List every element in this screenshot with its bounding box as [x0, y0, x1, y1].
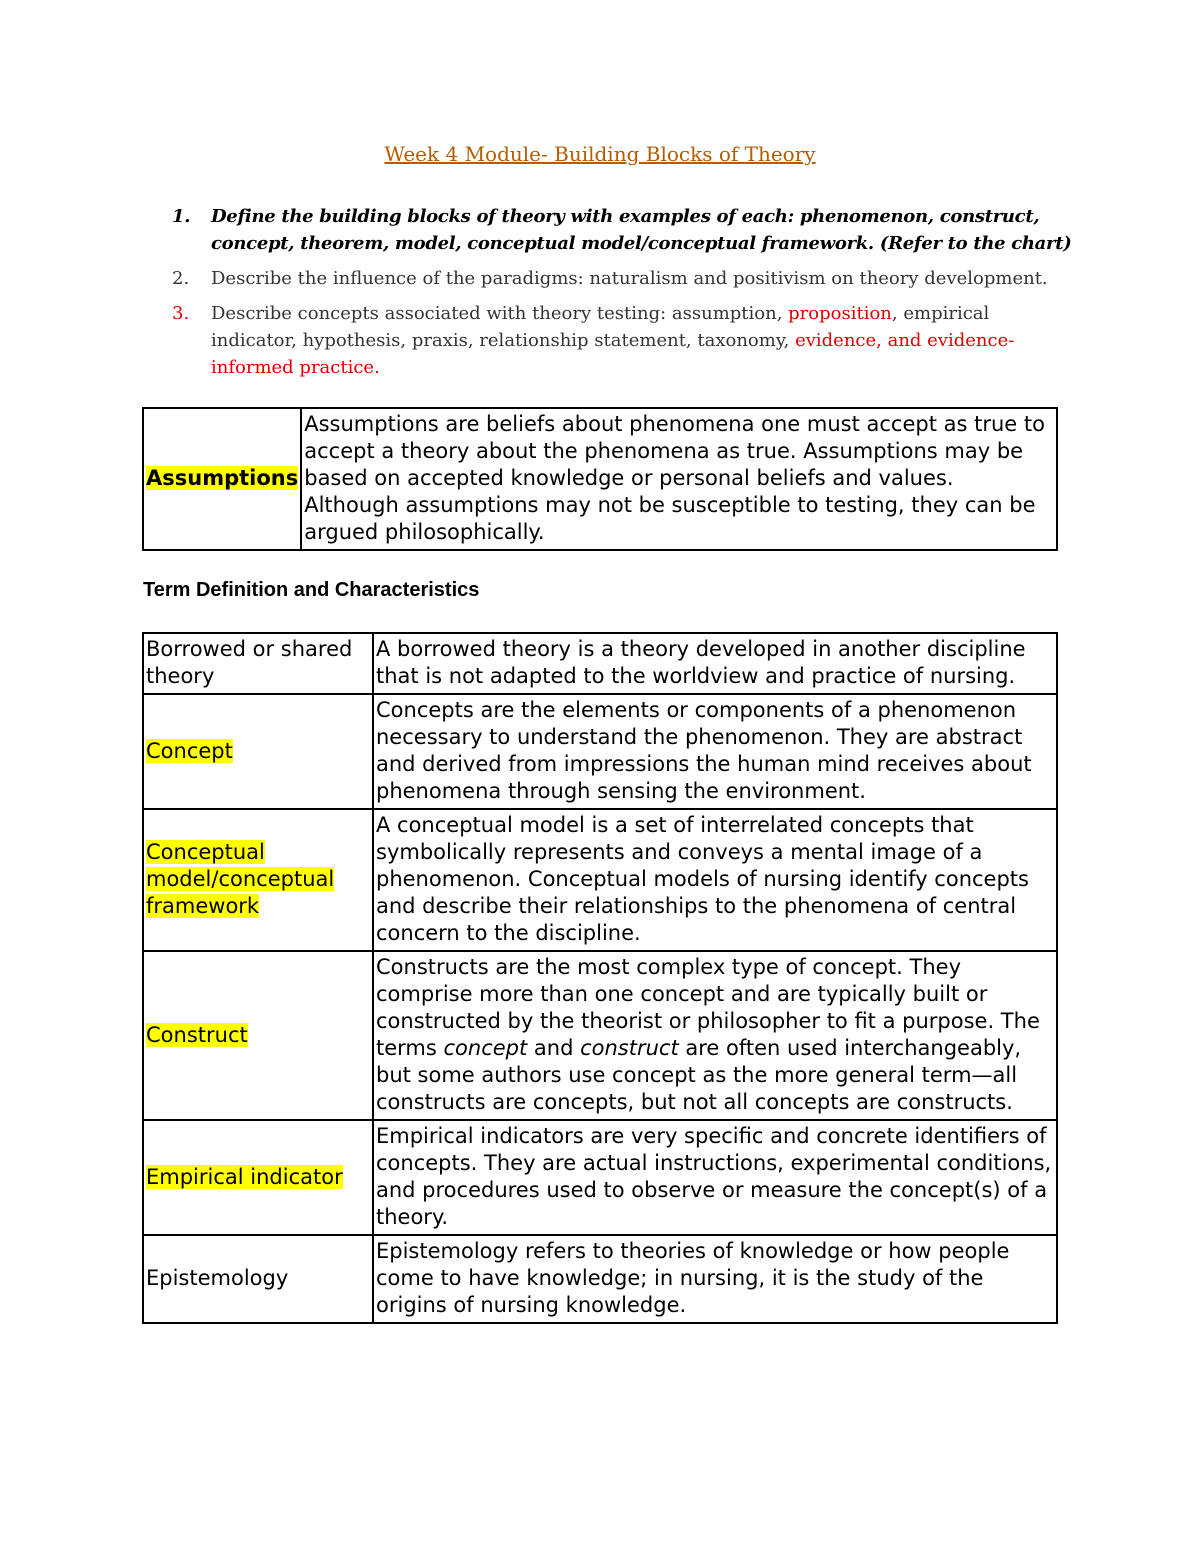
term-label: Assumptions	[146, 466, 299, 490]
list-item-number: 2.	[172, 268, 190, 289]
objectives-list	[172, 203, 1072, 389]
list-item-text: Define the building blocks of theory with examples of each: phenomenon, construct, concept, theorem, model, conceptual model/conceptual framework. (Refer to the chart)	[211, 206, 1072, 254]
list-item	[172, 203, 1072, 257]
definition-italic: construct	[580, 1036, 679, 1060]
list-text-highlight-red: proposition	[788, 303, 892, 324]
list-item-text	[211, 303, 1014, 378]
list-item	[172, 265, 1072, 292]
definition-segment: and	[527, 1036, 581, 1060]
table-row	[143, 1120, 1057, 1235]
table-row	[143, 1235, 1057, 1323]
list-item-text: Describe the influence of the paradigms: naturalism and positivism on theory development.	[211, 268, 1048, 289]
list-item	[172, 300, 1072, 381]
definition-cell: A borrowed theory is a theory developed in another discipline that is not adapted to the worldview and practice of nursing.	[373, 633, 1057, 694]
definition-segment: are often used interchangeably, but some authors use concept as the more general term—all constructs are concepts, but not all concepts are constructs.	[376, 1036, 1022, 1114]
definition-cell: Empirical indicators are very specific and concrete identifiers of concepts. They are actual instructions, experimental conditions, and procedures used to observe or measure the concept(s) of a theory.	[373, 1120, 1057, 1235]
term-label: Borrowed or shared theory	[146, 637, 353, 688]
definition-italic: concept	[443, 1036, 528, 1060]
definition-cell	[373, 951, 1057, 1120]
list-text-highlight-red: evidence, and evidence-informed practice.	[211, 330, 1015, 378]
definition-cell: Assumptions are beliefs about phenomena one must accept as true to accept a theory about the phenomena as true. Assumptions may be based on accepted knowledge or personal beliefs and values. Although assumptions may not be susceptible to testing, they can be argued philosophically.	[301, 408, 1057, 550]
term-cell	[143, 1235, 373, 1323]
list-text-segment: , empirical indicator, hypothesis, praxis, relationship statement, taxonomy,	[211, 303, 990, 351]
term-label: Conceptual model/conceptual framework	[146, 840, 335, 918]
term-label: Epistemology	[146, 1266, 289, 1290]
definition-segment: Constructs are the most complex type of concept. They comprise more than one concept and are typically built or constructed by the theorist or philosopher to fit a purpose. The terms	[376, 955, 1040, 1060]
table-row	[143, 633, 1057, 694]
term-cell	[143, 1120, 373, 1235]
term-cell	[143, 408, 301, 550]
term-cell	[143, 633, 373, 694]
term-cell	[143, 694, 373, 809]
term-label: Construct	[146, 1022, 248, 1047]
terms-table	[142, 632, 1058, 1324]
table-row	[143, 951, 1057, 1120]
table-row	[143, 694, 1057, 809]
term-label: Empirical indicator	[146, 1164, 343, 1189]
page-title: Week 4 Module- Building Blocks of Theory	[384, 142, 816, 166]
list-text-segment: Describe concepts associated with theory testing: assumption,	[211, 303, 789, 324]
section-heading: Term Definition and Characteristics	[143, 579, 480, 601]
table-row	[143, 809, 1057, 951]
table-row	[143, 408, 1057, 550]
definition-cell: Epistemology refers to theories of knowledge or how people come to have knowledge; in nursing, it is the study of the origins of nursing knowledge.	[373, 1235, 1057, 1323]
term-label: Concept	[146, 738, 233, 763]
term-cell	[143, 809, 373, 951]
list-item-number: 1.	[172, 206, 191, 227]
list-item-number: 3.	[172, 303, 190, 324]
assumptions-table	[142, 407, 1058, 551]
definition-cell: A conceptual model is a set of interrelated concepts that symbolically represents and conveys a mental image of a phenomenon. Conceptual models of nursing identify concepts and describe their relationships to the phenomena of central concern to the discipline.	[373, 809, 1057, 951]
term-cell	[143, 951, 373, 1120]
definition-cell: Concepts are the elements or components of a phenomenon necessary to understand the phenomenon. They are abstract and derived from impressions the human mind receives about phenomena through sensing the environment.	[373, 694, 1057, 809]
